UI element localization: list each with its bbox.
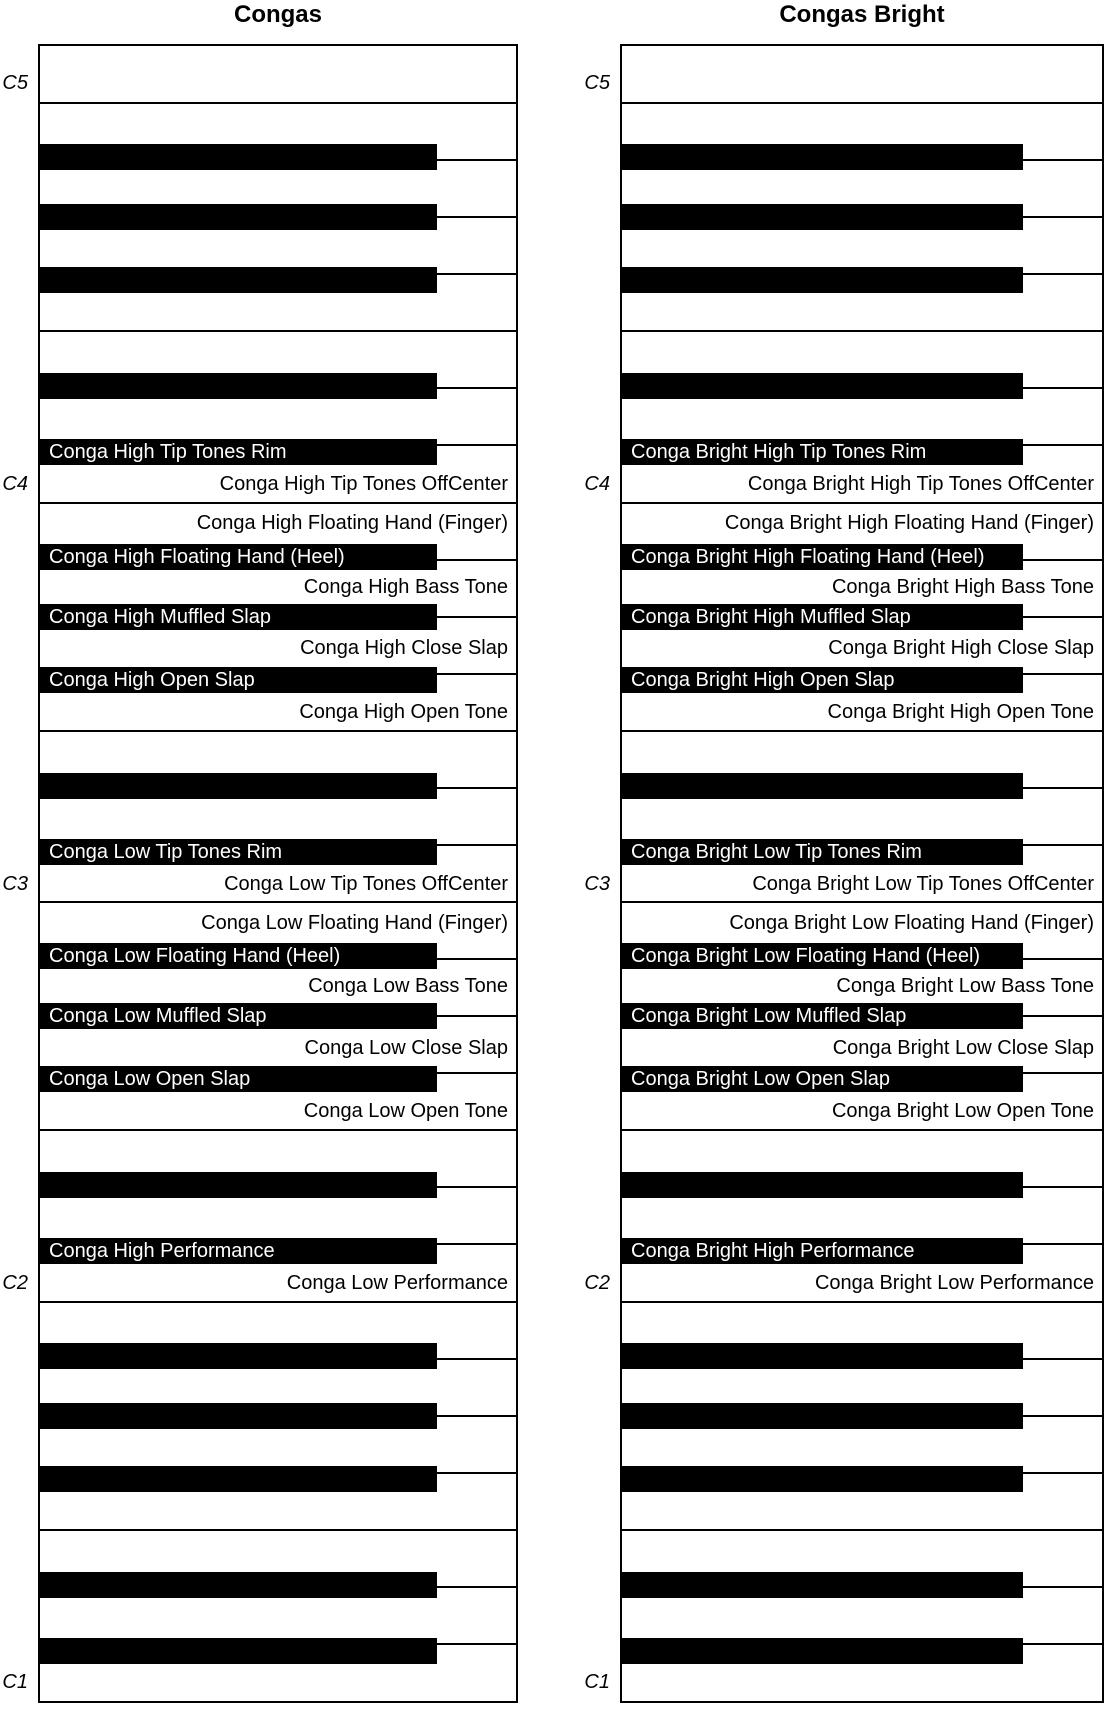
white-key-label: Conga Bright Low Bass Tone xyxy=(836,975,1094,998)
black-key-label: Conga Bright Low Muffled Slap xyxy=(631,1005,907,1028)
white-key-separator xyxy=(435,1015,516,1017)
black-key-Csharp4 xyxy=(622,439,1023,465)
black-key-label: Conga Low Tip Tones Rim xyxy=(49,840,283,863)
white-key-separator xyxy=(1021,1358,1102,1360)
white-key-separator xyxy=(435,273,516,275)
black-key-Dsharp4 xyxy=(622,373,1023,399)
white-key-separator xyxy=(1021,387,1102,389)
white-key-separator xyxy=(1021,1586,1102,1588)
white-key-separator xyxy=(1021,216,1102,218)
black-key-Asharp2 xyxy=(40,943,437,969)
black-key-Csharp3 xyxy=(622,839,1023,865)
white-key-separator xyxy=(40,330,516,332)
white-key-separator xyxy=(40,502,516,504)
white-key-separator xyxy=(435,1072,516,1074)
black-key-Dsharp3 xyxy=(622,773,1023,799)
black-key-Fsharp4 xyxy=(622,267,1023,293)
octave-label-C2: C2 xyxy=(2,1271,28,1294)
black-key-label: Conga Bright High Tip Tones Rim xyxy=(631,441,927,464)
white-key-separator xyxy=(1021,1072,1102,1074)
white-key-separator xyxy=(622,1529,1102,1531)
octave-label-C1: C1 xyxy=(2,1671,28,1694)
white-key-separator xyxy=(622,901,1102,903)
black-key-label: Conga High Performance xyxy=(49,1240,275,1263)
black-key-Asharp3 xyxy=(40,544,437,570)
white-key-separator xyxy=(1021,1243,1102,1245)
keyboard-title-congas: Congas xyxy=(233,1,322,28)
black-key-label: Conga Bright High Open Slap xyxy=(631,668,895,691)
white-key-label: Conga Bright Low Open Tone xyxy=(831,1100,1094,1123)
white-key-separator xyxy=(435,1586,516,1588)
white-key-separator xyxy=(1021,1015,1102,1017)
black-key-Asharp4 xyxy=(622,144,1023,170)
white-key-label: Conga High Open Tone xyxy=(299,700,508,723)
white-key-label: Conga Low Floating Hand (Finger) xyxy=(201,911,508,934)
white-key-separator xyxy=(1021,616,1102,618)
black-key-Gsharp4 xyxy=(40,204,437,230)
white-key-separator xyxy=(1021,1186,1102,1188)
white-key-label: Conga Bright High Tip Tones OffCenter xyxy=(747,473,1094,496)
white-key-separator xyxy=(1021,444,1102,446)
black-key-Fsharp3 xyxy=(622,667,1023,693)
black-key-Gsharp3 xyxy=(40,604,437,630)
black-key-label: Conga Bright High Performance xyxy=(631,1240,915,1263)
black-key-label: Conga Bright Low Tip Tones Rim xyxy=(631,840,922,863)
white-key-label: Conga Low Close Slap xyxy=(304,1036,508,1059)
white-key-separator xyxy=(1021,1415,1102,1417)
black-key-Fsharp2 xyxy=(622,1066,1023,1092)
black-key-Csharp4 xyxy=(40,439,437,465)
black-key-label: Conga Bright High Muffled Slap xyxy=(631,605,911,628)
black-key-label: Conga High Open Slap xyxy=(49,668,255,691)
white-key-label: Conga High Floating Hand (Finger) xyxy=(196,512,508,535)
keyboard-title-congas-bright: Congas Bright xyxy=(779,1,945,28)
octave-label-C4: C4 xyxy=(584,473,610,496)
white-key-separator xyxy=(435,616,516,618)
black-key-Gsharp2 xyxy=(40,1003,437,1029)
octave-label-C2: C2 xyxy=(584,1271,610,1294)
black-key-label: Conga High Tip Tones Rim xyxy=(49,441,287,464)
white-key-separator xyxy=(40,901,516,903)
black-key-Fsharp2 xyxy=(40,1066,437,1092)
white-key-separator xyxy=(435,673,516,675)
black-key-label: Conga Bright Low Open Slap xyxy=(631,1068,891,1091)
octave-label-C1: C1 xyxy=(584,1671,610,1694)
white-key-separator xyxy=(435,958,516,960)
white-key-separator xyxy=(622,730,1102,732)
black-key-Dsharp4 xyxy=(40,373,437,399)
white-key-separator xyxy=(1021,159,1102,161)
white-key-label: Conga Bright Low Tip Tones OffCenter xyxy=(752,872,1094,895)
black-key-Fsharp1 xyxy=(622,1466,1023,1492)
piano-keyboard-congas-bright xyxy=(620,44,1104,1703)
white-key-separator xyxy=(435,559,516,561)
white-key-separator xyxy=(435,216,516,218)
white-key-label: Conga Bright High Close Slap xyxy=(828,637,1094,660)
white-key-separator xyxy=(622,502,1102,504)
black-key-Fsharp1 xyxy=(40,1466,437,1492)
white-key-separator xyxy=(435,444,516,446)
white-key-separator xyxy=(435,159,516,161)
black-key-Csharp1 xyxy=(622,1638,1023,1664)
black-key-Dsharp1 xyxy=(40,1572,437,1598)
white-key-separator xyxy=(1021,673,1102,675)
white-key-separator xyxy=(1021,958,1102,960)
white-key-label: Conga Bright High Floating Hand (Finger) xyxy=(724,512,1094,535)
black-key-Asharp2 xyxy=(622,943,1023,969)
black-key-Asharp4 xyxy=(40,144,437,170)
black-key-Dsharp2 xyxy=(622,1172,1023,1198)
white-key-label: Conga Low Performance xyxy=(286,1271,508,1294)
octave-label-C5: C5 xyxy=(584,71,610,94)
white-key-separator xyxy=(435,1358,516,1360)
white-key-separator xyxy=(40,1301,516,1303)
white-key-label: Conga High Bass Tone xyxy=(303,575,508,598)
white-key-label: Conga Bright Low Floating Hand (Finger) xyxy=(729,911,1094,934)
white-key-label: Conga High Close Slap xyxy=(300,637,508,660)
white-key-label: Conga Low Bass Tone xyxy=(308,975,508,998)
black-key-Csharp2 xyxy=(622,1238,1023,1264)
white-key-separator xyxy=(435,1186,516,1188)
white-key-separator xyxy=(435,1243,516,1245)
black-key-Fsharp4 xyxy=(40,267,437,293)
white-key-label: Conga Bright High Bass Tone xyxy=(831,575,1094,598)
black-key-Asharp3 xyxy=(622,544,1023,570)
white-key-separator xyxy=(40,1529,516,1531)
black-key-Asharp1 xyxy=(40,1343,437,1369)
black-key-Asharp1 xyxy=(622,1343,1023,1369)
octave-label-C3: C3 xyxy=(584,872,610,895)
white-key-label: Conga Low Tip Tones OffCenter xyxy=(224,872,508,895)
piano-keyboard-congas xyxy=(38,44,518,1703)
black-key-Gsharp1 xyxy=(40,1403,437,1429)
white-key-separator xyxy=(40,102,516,104)
white-key-separator xyxy=(1021,1643,1102,1645)
black-key-label: Conga Bright High Floating Hand (Heel) xyxy=(631,545,985,568)
octave-label-C5: C5 xyxy=(2,71,28,94)
white-key-separator xyxy=(622,1301,1102,1303)
white-key-label: Conga Bright High Open Tone xyxy=(827,700,1094,723)
white-key-separator xyxy=(435,1643,516,1645)
white-key-label: Conga Bright Low Performance xyxy=(814,1271,1094,1294)
black-key-label: Conga High Floating Hand (Heel) xyxy=(49,545,345,568)
white-key-separator xyxy=(435,387,516,389)
white-key-separator xyxy=(435,1415,516,1417)
black-key-label: Conga Low Open Slap xyxy=(49,1068,251,1091)
black-key-label: Conga Low Muffled Slap xyxy=(49,1005,267,1028)
black-key-label: Conga Low Floating Hand (Heel) xyxy=(49,945,341,968)
black-key-label: Conga High Muffled Slap xyxy=(49,605,271,628)
white-key-separator xyxy=(622,102,1102,104)
octave-label-C4: C4 xyxy=(2,473,28,496)
black-key-Csharp3 xyxy=(40,839,437,865)
black-key-Dsharp2 xyxy=(40,1172,437,1198)
white-key-separator xyxy=(435,787,516,789)
white-key-label: Conga Bright Low Close Slap xyxy=(832,1036,1094,1059)
black-key-Dsharp1 xyxy=(622,1572,1023,1598)
black-key-Dsharp3 xyxy=(40,773,437,799)
white-key-separator xyxy=(1021,787,1102,789)
black-key-Gsharp1 xyxy=(622,1403,1023,1429)
white-key-label: Conga High Tip Tones OffCenter xyxy=(219,473,508,496)
white-key-separator xyxy=(40,730,516,732)
white-key-separator xyxy=(435,844,516,846)
black-key-Fsharp3 xyxy=(40,667,437,693)
white-key-separator xyxy=(622,330,1102,332)
black-key-Csharp2 xyxy=(40,1238,437,1264)
black-key-Gsharp3 xyxy=(622,604,1023,630)
white-key-separator xyxy=(1021,273,1102,275)
white-key-label: Conga Low Open Tone xyxy=(303,1100,508,1123)
octave-label-C3: C3 xyxy=(2,872,28,895)
white-key-separator xyxy=(622,1129,1102,1131)
black-key-Csharp1 xyxy=(40,1638,437,1664)
white-key-C5 xyxy=(622,46,1102,103)
white-key-C5 xyxy=(40,46,516,103)
white-key-separator xyxy=(435,1472,516,1474)
black-key-Gsharp4 xyxy=(622,204,1023,230)
black-key-label: Conga Bright Low Floating Hand (Heel) xyxy=(631,945,981,968)
black-key-Gsharp2 xyxy=(622,1003,1023,1029)
white-key-separator xyxy=(1021,559,1102,561)
white-key-separator xyxy=(1021,1472,1102,1474)
white-key-separator xyxy=(1021,844,1102,846)
white-key-separator xyxy=(40,1129,516,1131)
